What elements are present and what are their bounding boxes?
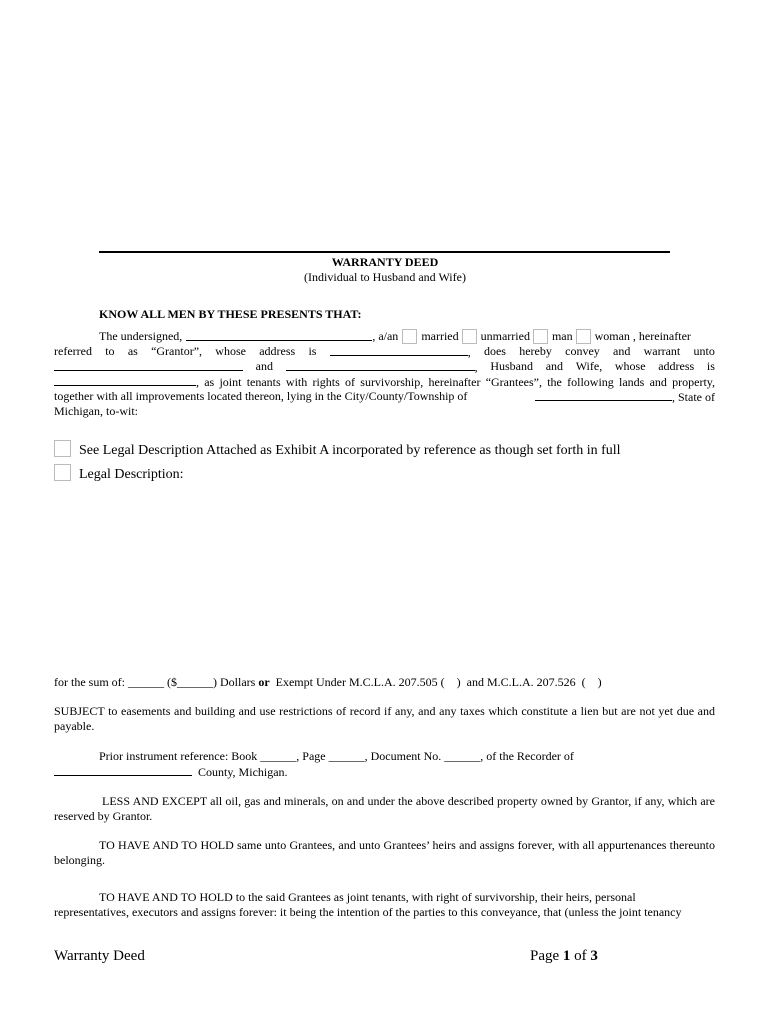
word: to xyxy=(105,344,115,358)
unmarried-label: unmarried xyxy=(480,329,530,343)
married-checkbox[interactable] xyxy=(402,329,417,344)
word: and xyxy=(255,359,273,373)
word: and xyxy=(545,359,564,373)
page-number: 1 xyxy=(562,948,571,964)
exempt-text: Exempt Under M.C.L.A. 207.505 ( ) and M.C.L.A. 207.526 ( ) xyxy=(275,675,602,689)
word: convey xyxy=(565,344,600,358)
aan-label: , a/an xyxy=(372,329,399,343)
page-total: 3 xyxy=(590,948,598,964)
grantee1-name-field[interactable] xyxy=(54,359,243,371)
city-county-township-field[interactable] xyxy=(535,389,672,401)
exhibit-checkbox[interactable] xyxy=(54,440,71,457)
unmarried-checkbox[interactable] xyxy=(462,329,477,344)
grantor-address-field[interactable] xyxy=(330,344,468,356)
intro-line-5 xyxy=(54,389,715,405)
man-label: man xyxy=(551,329,573,343)
grantee2-name-field[interactable] xyxy=(286,359,475,371)
prior-county-line xyxy=(54,764,288,780)
county-text: County, Michigan. xyxy=(198,765,288,779)
word: referred xyxy=(54,344,92,358)
undersigned-label: The undersigned, xyxy=(99,329,183,343)
word: does xyxy=(483,344,506,358)
sum-text: for the sum of: ______ ($______) Dollars xyxy=(54,675,256,689)
word: whose xyxy=(215,344,246,358)
word: , xyxy=(467,345,471,359)
footer-title: Warranty Deed xyxy=(54,948,145,964)
word: warrant xyxy=(643,344,681,358)
woman-label: woman , hereinafter xyxy=(594,329,691,343)
word: “Grantor”, xyxy=(151,344,203,358)
legal-description-checkbox[interactable] xyxy=(54,464,71,481)
word: hereby xyxy=(519,344,552,358)
location-text: together with all improvements located thereon, lying in the City/County/Township of xyxy=(54,389,468,403)
word: and xyxy=(613,344,631,358)
prior-instrument-line: Prior instrument reference: Book ______, Page ______, Document No. ______, of the Recorder of xyxy=(99,749,574,763)
intro-heading: KNOW ALL MEN BY THESE PRESENTS THAT: xyxy=(99,307,362,321)
grantor-address-group xyxy=(330,344,471,360)
state-text: , State of xyxy=(672,390,715,404)
intro-line-6: Michigan, to-wit: xyxy=(54,404,138,418)
word: whose xyxy=(614,359,646,373)
word: , xyxy=(474,360,478,374)
header-rule xyxy=(99,251,670,253)
word: address xyxy=(658,359,695,373)
document-subtitle: (Individual to Husband and Wife) xyxy=(304,270,466,284)
legal-description-label: Legal Description: xyxy=(79,467,184,482)
location-group xyxy=(535,389,715,405)
habendum-paragraph-2-line-2: representatives, executors and assigns forever: it being the intention of the parties to this conveyance, that (unless the joint tenancy xyxy=(54,905,682,919)
exhibit-label: See Legal Description Attached as Exhibit A incorporated by reference as though set forth in full xyxy=(79,443,621,458)
county-field[interactable] xyxy=(54,764,192,776)
page-indicator xyxy=(530,947,598,965)
habendum-paragraph-2-line-1: TO HAVE AND TO HOLD to the said Grantees as joint tenants, with right of survivorship, their heirs, personal xyxy=(99,890,636,904)
word: address xyxy=(259,344,296,358)
intro-line-1 xyxy=(99,329,716,344)
page-prefix: Page xyxy=(530,948,560,964)
intro-line-2 xyxy=(54,344,715,360)
exhibit-option xyxy=(54,440,621,459)
word: is xyxy=(706,359,715,373)
sum-line xyxy=(54,675,602,690)
woman-checkbox[interactable] xyxy=(576,329,591,344)
grantee2-group xyxy=(286,359,478,375)
legal-description-option xyxy=(54,464,184,483)
grantees-text: , as joint tenants with rights of survivorship, hereinafter “Grantees”, the following lands and property, xyxy=(196,375,715,389)
intro-line-4 xyxy=(54,374,715,390)
word: is xyxy=(308,344,317,358)
grantee-address-field[interactable] xyxy=(54,374,196,386)
word: Husband xyxy=(490,359,534,373)
less-and-except-paragraph: LESS AND EXCEPT all oil, gas and minerals, on and under the above described property owned by Grantor, if any, which are reserved by Grantor. xyxy=(54,794,715,823)
word: unto xyxy=(693,344,715,358)
man-checkbox[interactable] xyxy=(533,329,548,344)
married-label: married xyxy=(421,329,459,343)
word: as xyxy=(127,344,138,358)
word: Wife, xyxy=(575,359,603,373)
or-text: or xyxy=(258,675,270,689)
intro-line-3 xyxy=(54,359,715,375)
subject-paragraph: SUBJECT to easements and building and use restrictions of record if any, and any taxes which constitute a lien but are not yet due and payable. xyxy=(54,704,715,733)
document-title: WARRANTY DEED xyxy=(331,255,439,269)
grantor-name-field[interactable] xyxy=(186,329,372,341)
page-of: of xyxy=(574,948,587,964)
habendum-paragraph-1: TO HAVE AND TO HOLD same unto Grantees, and unto Grantees’ heirs and assigns forever, with all appurtenances thereunto belonging. xyxy=(54,838,715,867)
